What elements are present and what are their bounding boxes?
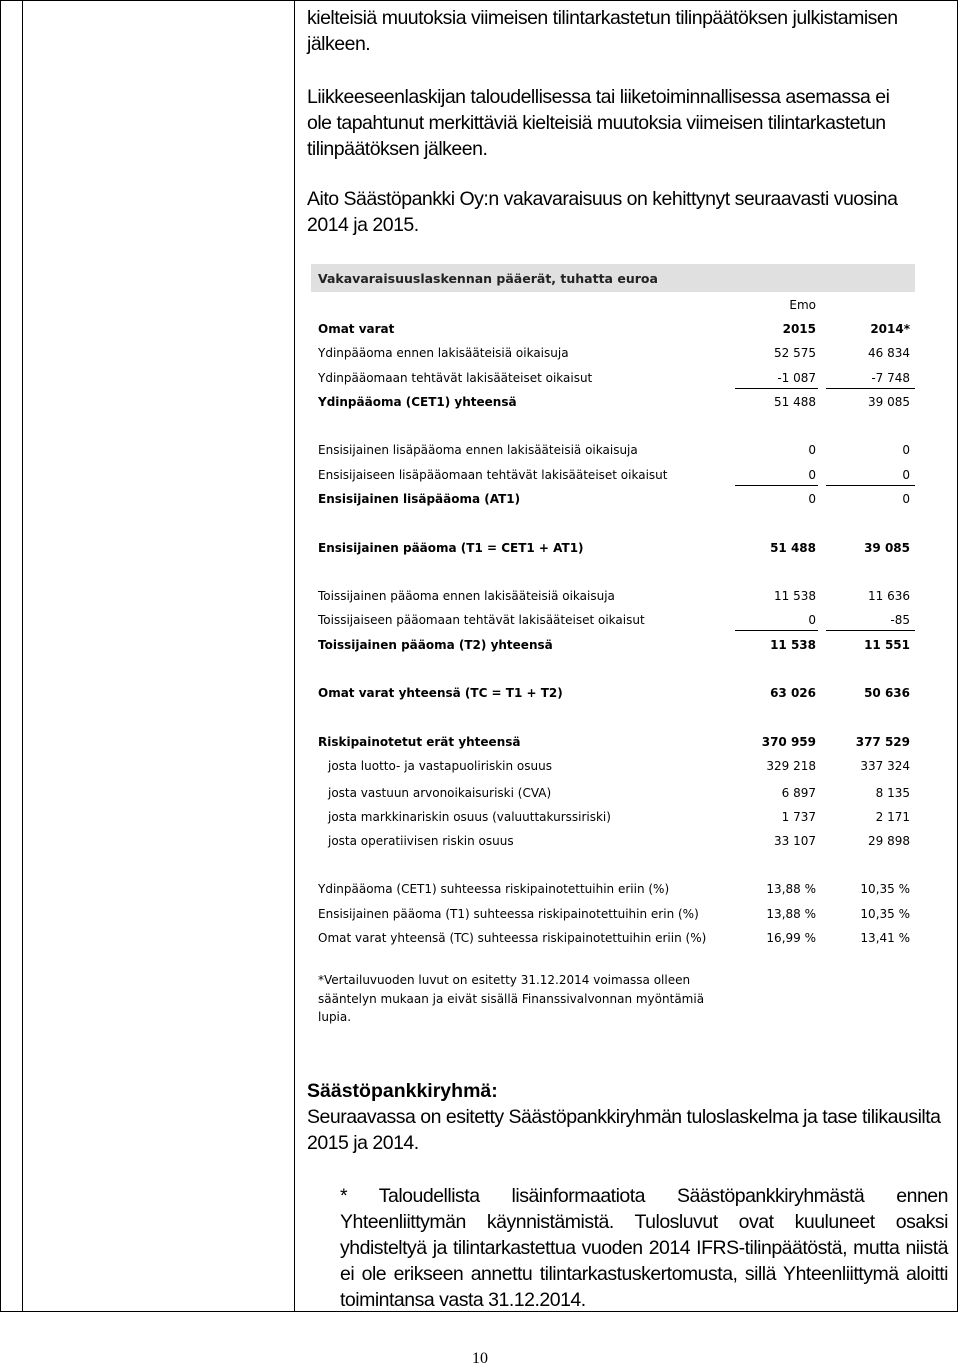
table-row <box>318 880 914 898</box>
row-value-2015: 51 488 <box>774 395 816 409</box>
row-label: Ydinpääoma (CET1) yhteensä <box>318 395 517 409</box>
row-label: Ensisijainen pääoma (T1 = CET1 + AT1) <box>318 541 584 555</box>
table-footnote: *Vertailuvuoden luvut on esitetty 31.12.2014 voimassa olleen sääntelyn mukaan ja eivät sisällä Finanssivalvonnan myöntämiä lupia. <box>318 973 705 1024</box>
row-label: Ensisijainen lisäpääoma ennen lakisääteisiä oikaisuja <box>318 443 638 457</box>
entity-label: Emo <box>789 298 816 312</box>
row-value-2015: 0 <box>808 443 816 457</box>
table-row <box>318 929 914 947</box>
row-value-2015: 11 538 <box>770 638 816 652</box>
table-row <box>318 757 914 775</box>
subtotal-rule <box>735 485 818 486</box>
table-row <box>318 344 914 362</box>
row-value-2015: 51 488 <box>770 541 816 555</box>
row-label: Toissijainen pääoma ennen lakisääteisiä oikaisuja <box>318 589 615 603</box>
row-value-2014: 46 834 <box>868 346 910 360</box>
row-value-2015: 16,99 % <box>766 931 816 945</box>
row-value-2015: 13,88 % <box>766 882 816 896</box>
row-value-2014: 11 636 <box>868 589 910 603</box>
table-row <box>318 808 914 826</box>
subtotal-rule <box>826 388 915 389</box>
row-value-2014: 0 <box>902 468 910 482</box>
row-label: josta markkinariskin osuus (valuuttakurssiriski) <box>328 810 611 824</box>
table-row <box>318 587 914 605</box>
row-value-2014: 337 324 <box>860 759 910 773</box>
column-year-2014: 2014* <box>870 322 910 336</box>
table-row <box>318 490 914 508</box>
row-value-2014: 10,35 % <box>860 882 910 896</box>
row-value-2015: 63 026 <box>770 686 816 700</box>
row-value-2015: 0 <box>808 468 816 482</box>
row-value-2015: 329 218 <box>766 759 816 773</box>
paragraph: Liikkeeseenlaskijan taloudellisessa tai liiketoiminnallisessa asemassa ei ole tapahtunut merkittäviä kielteisiä muutoksia viimeisen tilintarkastetun tilinpäätöksen jälkeen. <box>307 86 890 160</box>
table-row <box>318 784 914 802</box>
subtotal-rule <box>735 388 818 389</box>
row-value-2014: 0 <box>902 443 910 457</box>
row-value-2014: 50 636 <box>864 686 910 700</box>
section-heading: Säästöpankkiryhmä: <box>307 1080 498 1102</box>
row-value-2014: 8 135 <box>875 786 910 800</box>
row-value-2015: 13,88 % <box>766 907 816 921</box>
section-intro: Seuraavassa on esitetty Säästöpankkiryhmän tuloslaskelma ja tase tilikausilta 2015 ja 2014. <box>307 1106 941 1154</box>
row-label: Toissijaiseen pääomaan tehtävät lakisääteiset oikaisut <box>318 613 645 627</box>
row-label: Ydinpääoma ennen lakisääteisiä oikaisuja <box>318 346 569 360</box>
table-row <box>318 905 914 923</box>
table-row <box>318 611 914 629</box>
row-value-2014: 39 085 <box>864 541 910 555</box>
row-label: Ydinpääomaan tehtävät lakisääteiset oikaisut <box>318 371 593 385</box>
row-value-2015: 6 897 <box>781 786 816 800</box>
paragraph: kielteisiä muutoksia viimeisen tilintarkastetun tilinpäätöksen julkistamisen jälkeen. <box>307 7 898 55</box>
column-year-2015: 2015 <box>782 322 816 336</box>
row-label: Ydinpääoma (CET1) suhteessa riskipainotettuihin eriin (%) <box>318 882 670 896</box>
row-value-2014: 13,41 % <box>860 931 910 945</box>
row-value-2014: -7 748 <box>871 371 910 385</box>
row-value-2014: 0 <box>902 492 910 506</box>
table-title-bar <box>311 264 915 292</box>
table-row <box>318 441 914 459</box>
column-divider <box>294 0 295 1312</box>
table-row <box>318 636 914 654</box>
row-label: Omat varat yhteensä (TC) suhteessa riskipainotettuihin eriin (%) <box>318 931 707 945</box>
row-value-2014: 377 529 <box>855 735 910 749</box>
table-row <box>318 393 914 411</box>
row-value-2014: 39 085 <box>868 395 910 409</box>
row-value-2015: -1 087 <box>777 371 816 385</box>
section-header: Omat varat <box>318 322 395 336</box>
table-row <box>318 539 914 557</box>
page-number: 10 <box>472 1350 488 1367</box>
subtotal-rule <box>826 485 915 486</box>
subtotal-rule <box>826 630 915 631</box>
table-row <box>318 369 914 387</box>
row-label: josta vastuun arvonoikaisuriski (CVA) <box>328 786 552 800</box>
paragraph: Aito Säästöpankki Oy:n vakavaraisuus on kehittynyt seuraavasti vuosina 2014 ja 2015. <box>307 188 898 236</box>
row-label: Riskipainotetut erät yhteensä <box>318 735 521 749</box>
row-label: Toissijainen pääoma (T2) yhteensä <box>318 638 553 652</box>
table-row <box>318 466 914 484</box>
column-divider <box>22 0 23 1312</box>
table-row <box>318 832 914 850</box>
row-value-2015: 33 107 <box>774 834 816 848</box>
section-footnote: * Taloudellista lisäinformaatiota Säästöpankkiryhmästä ennen Yhteenliittymän käynnistämistä. Tulosluvut ovat kuuluneet osaksi yhdisteltyä ja tilintarkastettua vuoden 2014 IFRS-tilinpäätöstä, mutta niistä ei ole erikseen annettu tilintarkastuskertomusta, sillä Yhteenliittymä aloitti toimintansa vasta 31.12.2014. <box>340 1185 948 1311</box>
table-row <box>318 684 914 702</box>
row-value-2014: 29 898 <box>868 834 910 848</box>
row-value-2015: 1 737 <box>781 810 816 824</box>
table-title: Vakavaraisuuslaskennan pääerät, tuhatta euroa <box>318 271 658 286</box>
subtotal-rule <box>735 630 818 631</box>
row-value-2015: 11 538 <box>774 589 816 603</box>
table-column-header <box>318 320 914 338</box>
row-value-2014: 2 171 <box>875 810 910 824</box>
row-value-2014: 11 551 <box>864 638 910 652</box>
table-entity-header <box>318 296 914 314</box>
table-row <box>318 733 914 751</box>
row-label: Ensisijainen lisäpääoma (AT1) <box>318 492 521 506</box>
row-label: Omat varat yhteensä (TC = T1 + T2) <box>318 686 563 700</box>
row-value-2015: 0 <box>808 613 816 627</box>
row-value-2014: -85 <box>890 613 910 627</box>
row-value-2015: 0 <box>808 492 816 506</box>
row-label: Ensisijainen pääoma (T1) suhteessa riskipainotettuihin erin (%) <box>318 907 699 921</box>
row-label: josta luotto- ja vastapuoliriskin osuus <box>328 759 552 773</box>
row-value-2014: 10,35 % <box>860 907 910 921</box>
row-label: Ensisijaiseen lisäpääomaan tehtävät lakisääteiset oikaisut <box>318 468 668 482</box>
row-value-2015: 370 959 <box>761 735 816 749</box>
row-value-2015: 52 575 <box>774 346 816 360</box>
row-label: josta operatiivisen riskin osuus <box>328 834 514 848</box>
